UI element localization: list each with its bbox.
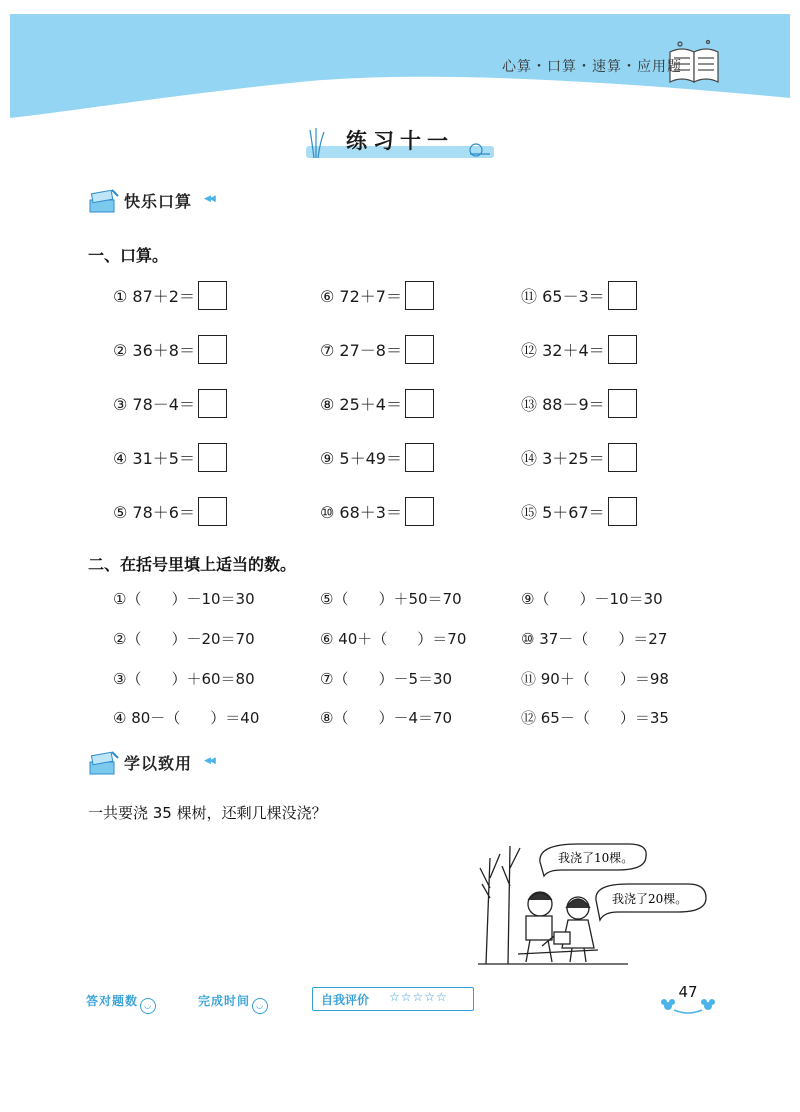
- answer-box[interactable]: [405, 497, 434, 526]
- answer-box[interactable]: [608, 497, 637, 526]
- math-item: [113, 334, 227, 368]
- fill-blank-item[interactable]: ②（ ）－20＝70: [113, 630, 255, 648]
- part-two-title: 二、在括号里填上适当的数。: [88, 555, 297, 574]
- section-heading-label: 学以致用: [124, 754, 193, 773]
- fill-blank-item[interactable]: ⑫ 65－（ ）＝35: [521, 709, 669, 727]
- math-item: [521, 442, 637, 476]
- math-item: [320, 496, 434, 530]
- math-expression: ⑬ 88－9＝: [521, 395, 605, 414]
- kids-watering-trees-illustration: [478, 838, 708, 966]
- math-item: [521, 334, 637, 368]
- time-field: [198, 992, 268, 1014]
- fill-blank-item[interactable]: ⑪ 90＋（ ）＝98: [521, 670, 669, 688]
- rating-stars[interactable]: ☆☆☆☆☆: [389, 990, 448, 1004]
- math-item: [320, 388, 434, 422]
- fill-blank-item[interactable]: ④ 80－（ ）＝40: [113, 709, 260, 727]
- fill-blank-item[interactable]: ⑩ 37－（ ）＝27: [521, 630, 668, 648]
- math-expression: ⑫ 32＋4＝: [521, 341, 605, 360]
- fill-blank-item[interactable]: ①（ ）－10＝30: [113, 590, 255, 608]
- answer-box[interactable]: [198, 335, 227, 364]
- math-expression: ⑦ 27－8＝: [320, 341, 402, 360]
- header-subject-line: 心算・口算・速算・应用题: [502, 59, 682, 75]
- self-evaluation-box: [312, 987, 474, 1011]
- answer-box[interactable]: [405, 281, 434, 310]
- answer-box[interactable]: [608, 389, 637, 418]
- fill-blank-item[interactable]: ⑦（ ）－5＝30: [320, 670, 453, 688]
- page-number: 47: [678, 983, 698, 1001]
- speech-bubble-1: 我浇了10棵。: [558, 851, 634, 865]
- fill-blank-item[interactable]: ③（ ）＋60＝80: [113, 670, 255, 688]
- math-item: [320, 280, 434, 314]
- answer-box[interactable]: [198, 443, 227, 472]
- section-heading-quick-calc: [88, 186, 228, 216]
- math-item: [521, 496, 637, 530]
- smiley-icon: ◡: [140, 998, 156, 1014]
- smiley-icon: ◡: [252, 998, 268, 1014]
- fill-blank-item[interactable]: ⑨（ ）－10＝30: [521, 590, 663, 608]
- answer-box[interactable]: [198, 281, 227, 310]
- fill-blank-item[interactable]: ⑧（ ）－4＝70: [320, 709, 453, 727]
- double-arrow-icon: ◀◀: [204, 756, 214, 766]
- answer-box[interactable]: [198, 497, 227, 526]
- speech-bubble-2: 我浇了20棵。: [612, 892, 688, 906]
- tree-icon: [480, 854, 500, 964]
- books-icon: [88, 748, 120, 778]
- girl-icon: [562, 897, 594, 962]
- fill-blank-item[interactable]: ⑤（ ）＋50＝70: [320, 590, 462, 608]
- correct-count-field: [86, 992, 156, 1014]
- math-item: [320, 334, 434, 368]
- math-item: [521, 388, 637, 422]
- time-label: 完成时间: [198, 994, 251, 1008]
- math-item: [113, 280, 227, 314]
- math-item: [320, 442, 434, 476]
- correct-count-label: 答对题数: [86, 994, 139, 1008]
- self-eval-label: 自我评价: [321, 993, 370, 1007]
- math-expression: ⑨ 5＋49＝: [320, 449, 402, 468]
- answer-box[interactable]: [608, 281, 637, 310]
- page-number-badge: [660, 980, 716, 1016]
- math-expression: ② 36＋8＝: [113, 341, 195, 360]
- math-expression: ⑩ 68＋3＝: [320, 503, 402, 522]
- math-expression: ⑧ 25＋4＝: [320, 395, 402, 414]
- answer-box[interactable]: [608, 335, 637, 364]
- section-heading-label: 快乐口算: [124, 192, 193, 211]
- books-icon: [88, 186, 120, 216]
- math-item: [521, 280, 637, 314]
- math-expression: ⑪ 65－3＝: [521, 287, 605, 306]
- math-expression: ④ 31＋5＝: [113, 449, 195, 468]
- answer-box[interactable]: [405, 389, 434, 418]
- tree-icon: [502, 846, 520, 964]
- double-arrow-icon: ◀◀: [204, 194, 214, 204]
- math-expression: ⑭ 3＋25＝: [521, 449, 605, 468]
- math-item: [113, 496, 227, 530]
- math-expression: ③ 78－4＝: [113, 395, 195, 414]
- section-heading-apply: [88, 748, 228, 778]
- math-expression: ⑥ 72＋7＝: [320, 287, 402, 306]
- word-problem-question: 一共要浇 35 棵树，还剩几棵没浇？: [88, 804, 327, 822]
- boy-icon: [526, 892, 552, 962]
- math-expression: ⑤ 78＋6＝: [113, 503, 195, 522]
- footer-bar: [86, 987, 726, 1017]
- math-expression: ⑮ 5＋67＝: [521, 503, 605, 522]
- answer-box[interactable]: [608, 443, 637, 472]
- title-banner: [300, 124, 500, 162]
- fill-blank-item[interactable]: ⑥ 40＋（ ）＝70: [320, 630, 467, 648]
- answer-box[interactable]: [405, 335, 434, 364]
- math-item: [113, 388, 227, 422]
- answer-box[interactable]: [198, 389, 227, 418]
- part-one-title: 一、口算。: [88, 246, 169, 265]
- page-title: 练习十一: [346, 129, 454, 153]
- answer-box[interactable]: [405, 443, 434, 472]
- math-item: [113, 442, 227, 476]
- math-expression: ① 87＋2＝: [113, 287, 195, 306]
